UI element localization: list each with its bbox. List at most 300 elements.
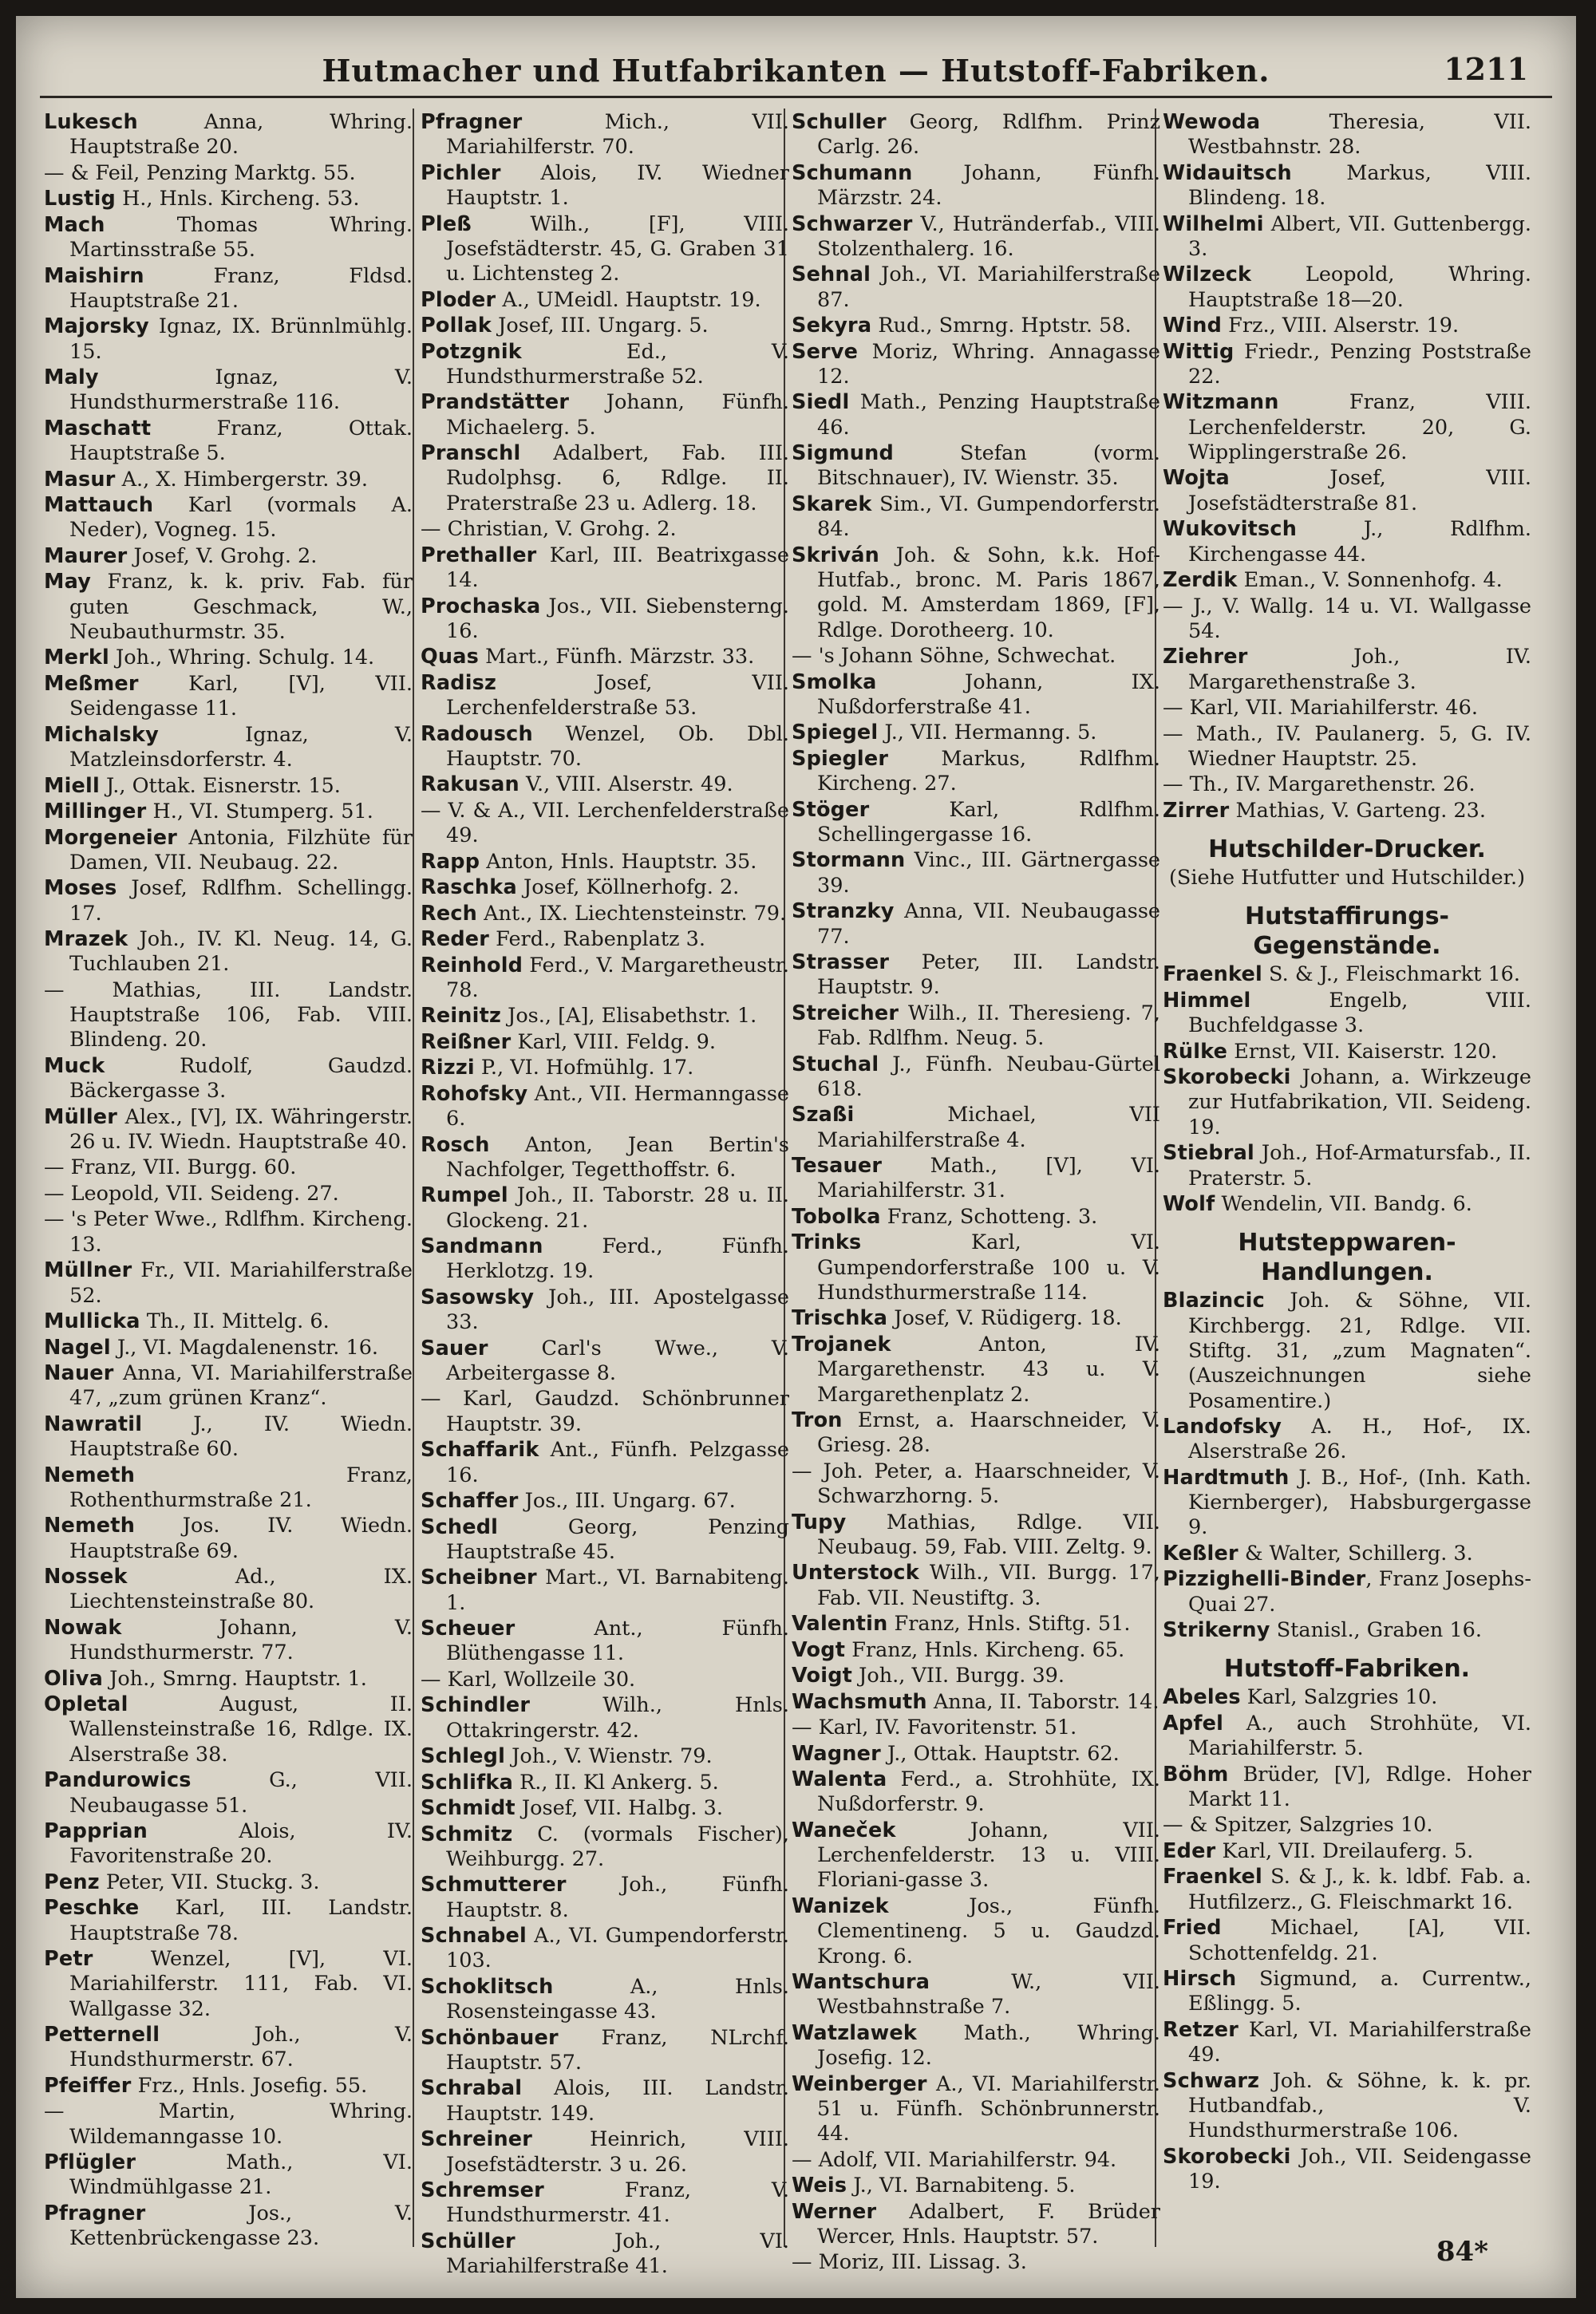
directory-entry	[421, 1515, 789, 1566]
entry-address: Carl's Wwe., V. Arbeitergasse 8.	[446, 1336, 789, 1385]
entry-name: Schindler	[421, 1693, 531, 1718]
directory-entry	[421, 671, 789, 721]
entry-name: Petr	[44, 1947, 93, 1972]
entry-address: Sigmund, a. Currentw., Eßlingg. 5.	[1188, 1967, 1531, 2016]
entry-address: Moriz, Whring. Annagasse 12.	[817, 339, 1160, 389]
directory-entry	[792, 1510, 1160, 1561]
directory-entry	[421, 1693, 789, 1743]
entry-address: — & Feil, Penzing Marktg. 55.	[44, 160, 356, 185]
entry-name: Tesauer	[792, 1154, 883, 1179]
entry-name: Waneček	[792, 1818, 896, 1842]
entry-address: Joh., IV. Kl. Neug. 14, G. Tuchlauben 21.	[69, 927, 413, 977]
entry-address: Josef, V. Rüdigerg. 18.	[887, 1306, 1122, 1331]
entry-address: Brüder, [V], Rdlge. Hoher Markt 11.	[1188, 1762, 1531, 1811]
entry-name: Wolf	[1163, 1192, 1215, 1217]
entry-address: Rud., Smrng. Hptstr. 58.	[871, 314, 1132, 338]
entry-name: Werner	[792, 2199, 877, 2224]
directory-entry	[792, 1052, 1160, 1103]
directory-entry	[1163, 1466, 1531, 1541]
entry-name: Schuller	[792, 110, 887, 134]
entry-address: A., X. Himbergerstr. 39.	[115, 467, 368, 492]
entry-name: Fried	[1163, 1916, 1222, 1941]
entry-name: Quas	[421, 645, 480, 669]
entry-name: Schedl	[421, 1514, 499, 1539]
directory-entry	[44, 1412, 413, 1463]
directory-entry	[1163, 2018, 1531, 2068]
entry-address: Josef, VII. Lerchenfelderstraße 53.	[446, 670, 789, 721]
entry-address: & Walter, Schillerg. 3.	[1238, 1541, 1473, 1566]
entry-name: Sasowsky	[421, 1285, 535, 1309]
entry-name: Reinitz	[421, 1004, 501, 1029]
entry-address: Anton, IV. Margarethenstr. 43 u. V. Margarethenplatz 2.	[817, 1332, 1160, 1407]
entry-address: A., VI. Mariahilferstr. 51 u. Fünfh. Schönbrunnerstr. 44.	[817, 2071, 1160, 2146]
entry-name: Schüller	[421, 2229, 516, 2253]
page-header	[16, 46, 1576, 94]
entry-address: Josef, Köllnerhofg. 2.	[516, 875, 740, 900]
directory-entry	[44, 2201, 413, 2252]
directory-entry	[421, 390, 789, 440]
entry-name: Peschke	[44, 1896, 140, 1921]
directory-entry	[44, 2150, 413, 2201]
entry-name: Rülke	[1163, 1039, 1228, 1064]
entry-address: Franz, k. k. priv. Fab. für guten Geschmack, W., Neubauthurmstr. 35.	[69, 570, 413, 644]
entry-address: Frz., Hnls. Josefig. 55.	[131, 2073, 368, 2098]
directory-entry	[1163, 1813, 1531, 1838]
entry-name: Reder	[421, 927, 490, 952]
directory-entry	[1163, 1618, 1531, 1643]
directory-entry	[421, 1873, 789, 1923]
directory-entry	[1163, 161, 1531, 211]
directory-entry	[1163, 962, 1531, 987]
entry-name: May	[44, 570, 92, 594]
entry-name: Stiebral	[1163, 1141, 1254, 1166]
directory-entry	[1163, 1065, 1531, 1140]
directory-entry	[421, 2178, 789, 2229]
entry-address: Adalbert, Fab. III. Rudolphsg. 6, Rdlge. II. Praterstraße 23 u. Adlerg. 18.	[446, 441, 789, 515]
entry-name: Fraenkel	[1163, 1865, 1262, 1890]
entry-name: Opletal	[44, 1692, 128, 1717]
entry-name: Mrazek	[44, 927, 128, 952]
directory-entry	[792, 1742, 1160, 1767]
entry-address: — Th., IV. Margarethenstr. 26.	[1163, 772, 1476, 797]
entry-name: Stuchal	[792, 1052, 879, 1076]
directory-entry	[421, 594, 789, 645]
directory-entry	[792, 1333, 1160, 1408]
directory-entry	[792, 441, 1160, 492]
entry-name: Wittig	[1163, 339, 1235, 364]
directory-entry	[421, 1056, 789, 1080]
directory-entry	[44, 110, 413, 160]
directory-entry	[421, 2026, 789, 2076]
directory-entry	[792, 1408, 1160, 1459]
entry-name: Schumann	[792, 160, 913, 185]
entry-address: Johann, Fünfh. Märzstr. 24.	[817, 160, 1160, 211]
directory-entry	[421, 1285, 789, 1336]
directory-entry	[1163, 1712, 1531, 1762]
directory-entry	[1163, 466, 1531, 516]
entry-address: Wilh., VII. Burgg. 17, Fab. VII. Neustiftg. 3.	[817, 1561, 1160, 1610]
directory-entry	[792, 1459, 1160, 1510]
entry-address: Karl, [V], VII. Seidengasse 11.	[69, 671, 413, 721]
entry-address: H., VI. Stumperg. 51.	[146, 800, 373, 824]
entry-name: Reinhold	[421, 953, 523, 977]
directory-entry	[1163, 2069, 1531, 2144]
entry-name: Millinger	[44, 800, 147, 824]
directory-entry	[421, 1030, 789, 1055]
directory-entry	[421, 543, 789, 594]
entry-address: Engelb, VIII. Buchfeldgasse 3.	[1188, 988, 1531, 1038]
entry-address: J. B., Hof-, (Inh. Kath. Kiernberger), Habsburgergasse 9.	[1188, 1465, 1531, 1540]
directory-entry	[792, 212, 1160, 263]
entry-address: — V. & A., VII. Lerchenfelderstraße 49.	[421, 798, 789, 848]
directory-entry	[421, 1387, 789, 1437]
entry-address: R., II. Kl Ankerg. 5.	[512, 1770, 719, 1795]
entry-address: Georg, Rdlfhm. Prinz Carlg. 26.	[817, 110, 1160, 160]
entry-address: J., Ottak. Hauptstr. 62.	[880, 1741, 1120, 1766]
entry-name: Hardtmuth	[1163, 1465, 1290, 1490]
entry-name: Skriván	[792, 543, 880, 567]
entry-name: Trinks	[792, 1230, 862, 1255]
directory-entry	[792, 670, 1160, 721]
directory-entry	[1163, 772, 1531, 797]
entry-address: Joh., III. Apostelgasse 33.	[446, 1285, 789, 1335]
directory-entry	[421, 441, 789, 516]
entry-name: Streicher	[792, 1001, 899, 1025]
entry-address: Johann, a. Wirkzeuge zur Hutfabrikation, VII. Seideng. 19.	[1188, 1065, 1531, 1139]
directory-entry	[44, 1870, 413, 1895]
directory-entry	[44, 876, 413, 926]
entry-address: Johann, IX. Nußdorferstraße 41.	[817, 669, 1160, 719]
entry-address: Ferd., a. Strohhüte, IX. Nußdorferstr. 9.	[817, 1767, 1160, 1817]
directory-entry	[792, 1306, 1160, 1331]
entry-address: — Moriz, III. Lissag. 3.	[792, 2250, 1027, 2275]
entry-name: Pfeiffer	[44, 2073, 132, 2098]
entry-address: Mathias, Rdlge. VII. Neubaug. 59, Fab. VIII. Zeltg. 9.	[817, 1510, 1160, 1559]
directory-entry	[792, 1716, 1160, 1740]
entry-address: Alois, III. Landstr. Hauptstr. 149.	[446, 2076, 789, 2126]
signature-mark: 84*	[1436, 2236, 1488, 2268]
entry-address: Anton, Jean Bertin's Nachfolger, Tegetthoffstr. 6.	[446, 1132, 789, 1182]
entry-address: Karl, VII. Dreilauferg. 5.	[1215, 1838, 1474, 1863]
entry-name: Tron	[792, 1408, 843, 1433]
entry-name: Stöger	[792, 797, 870, 822]
directory-entry	[792, 798, 1160, 848]
directory-entry	[44, 1463, 413, 1514]
directory-entry	[421, 1183, 789, 1234]
directory-entry	[792, 543, 1160, 643]
entry-name: Skorobecki	[1163, 2144, 1291, 2169]
entry-address: — Karl, Wollzeile 30.	[421, 1667, 636, 1692]
directory-entry	[421, 1668, 789, 1692]
entry-address: Franz, Hnls. Stiftg. 51.	[887, 1612, 1131, 1637]
entry-name: Wachsmuth	[792, 1689, 927, 1714]
directory-entry	[792, 2200, 1160, 2250]
entry-address: Michael, [A], VII. Schottenfeldg. 21.	[1188, 1916, 1531, 1965]
entry-address: Mich., VII. Mariahilferstr. 70.	[446, 110, 789, 160]
directory-entry	[421, 1796, 789, 1821]
entry-name: Schlifka	[421, 1770, 513, 1795]
entry-address: Wilh., [F], VIII. Josefstädterstr. 45, G. Graben 31 u. Lichtensteg 2.	[446, 211, 789, 286]
entry-address: Math., [V], VI. Mariahilferstr. 31.	[817, 1154, 1160, 1203]
entry-address: Franz, V. Hundsthurmerstr. 41.	[446, 2178, 789, 2228]
entry-address: Karl, Rdlfhm. Schellingergasse 16.	[817, 797, 1160, 847]
directory-entry	[792, 2148, 1160, 2173]
entry-address: Ferd., V. Margaretheustr. 78.	[446, 953, 789, 1002]
directory-entry	[44, 723, 413, 773]
entry-address: Adalbert, F. Brüder Wercer, Hnls. Hauptstr. 57.	[817, 2199, 1160, 2249]
entry-address: Fr., VII. Mariahilferstraße 52.	[69, 1258, 413, 1308]
entry-address: Thomas Whring. Martinsstraße 55.	[69, 212, 413, 263]
entry-address: Ed., V. Hundsthurmerstraße 52.	[446, 339, 789, 389]
entry-address: — 's Johann Söhne, Schwechat.	[792, 644, 1116, 669]
directory-entry	[1163, 2145, 1531, 2195]
entry-name: Wanizek	[792, 1893, 889, 1918]
directory-entry	[792, 2072, 1160, 2147]
directory-entry	[1163, 1542, 1531, 1566]
directory-entry	[421, 212, 789, 287]
entry-name: Pollak	[421, 314, 492, 338]
entry-name: Oliva	[44, 1666, 103, 1691]
directory-entry	[1163, 263, 1531, 313]
directory-entry	[44, 314, 413, 365]
entry-name: Nowak	[44, 1615, 122, 1640]
directory-entry	[792, 1818, 1160, 1893]
entry-name: Sehnal	[792, 263, 871, 287]
entry-address: Johann, V. Hundsthurmerstr. 77.	[69, 1615, 413, 1665]
entry-name: Sandmann	[421, 1234, 543, 1259]
directory-entry	[44, 1207, 413, 1258]
entry-name: Schwarz	[1163, 2068, 1260, 2093]
directory-entry	[792, 1205, 1160, 1230]
entry-address: Georg, Penzing Hauptstraße 45.	[446, 1514, 789, 1564]
entry-name: Zerdik	[1163, 568, 1238, 593]
entry-address: Joh., Whring. Schulg. 14.	[109, 646, 375, 670]
entry-address: Eman., V. Sonnenhofg. 4.	[1237, 568, 1503, 593]
directory-entry	[421, 2229, 789, 2280]
entry-address: Karl, VI. Mariahilferstraße 49.	[1188, 2017, 1531, 2067]
directory-entry	[421, 1004, 789, 1029]
entry-name: Rumpel	[421, 1183, 508, 1208]
entry-name: Pfragner	[44, 2201, 146, 2225]
entry-address: Alois, IV. Wiedner Hauptstr. 1.	[446, 160, 789, 211]
entry-name: Radisz	[421, 670, 497, 695]
directory-entry	[44, 264, 413, 314]
directory-entry	[792, 1638, 1160, 1663]
directory-entry	[44, 1258, 413, 1309]
entry-name: Sekyra	[792, 314, 872, 338]
directory-entry	[421, 1337, 789, 1387]
directory-entry	[1163, 1865, 1531, 1915]
directory-entry	[44, 978, 413, 1053]
directory-entry	[44, 161, 413, 186]
entry-name: Radousch	[421, 721, 533, 746]
entry-address: A., auch Strohhüte, VI. Mariahilferstr. 5.	[1188, 1711, 1531, 1761]
entry-address: Joh., V. Hundsthurmerstr. 67.	[69, 2023, 413, 2072]
entry-name: Sigmund	[792, 441, 894, 466]
directory-entry	[792, 1001, 1160, 1052]
entry-name: Majorsky	[44, 314, 149, 339]
entry-address: Math., Whring. Josefig. 12.	[817, 2020, 1160, 2071]
entry-name: Weinberger	[792, 2071, 927, 2096]
entry-name: Rakusan	[421, 772, 519, 797]
column-4	[1163, 110, 1531, 2195]
entry-name: Skorobecki	[1163, 1065, 1291, 1090]
directory-entry	[421, 161, 789, 211]
entry-address: Ignaz, IX. Brünnlmühlg. 15.	[69, 314, 413, 364]
entry-address: — 's Peter Wwe., Rdlfhm. Kircheng. 13.	[44, 1207, 413, 1257]
entry-address: Th., II. Mittelg. 6.	[140, 1309, 330, 1334]
entry-address: — J., V. Wallg. 14 u. VI. Wallgasse 54.	[1163, 594, 1531, 643]
directory-entry	[44, 826, 413, 876]
entry-name: Mullicka	[44, 1309, 140, 1334]
directory-entry	[792, 340, 1160, 390]
entry-address: Johann, Fünfh. Michaelerg. 5.	[446, 390, 789, 440]
entry-name: Mach	[44, 212, 105, 237]
directory-entry	[421, 1133, 789, 1183]
entry-name: Schmutterer	[421, 1873, 567, 1897]
entry-address: Joh., Fünfh. Hauptstr. 8.	[446, 1873, 789, 1922]
entry-name: Serve	[792, 339, 859, 364]
page-title: Hutmacher und Hutfabrikanten — Hutstoff-Fabriken.	[322, 52, 1270, 89]
entry-name: Lustig	[44, 187, 116, 211]
entry-address: Wilh., Hnls. Ottakringerstr. 42.	[446, 1693, 789, 1743]
entry-address: Franz, Schotteng. 3.	[880, 1204, 1098, 1229]
entry-name: Pichler	[421, 160, 501, 185]
entry-name: Wind	[1163, 314, 1223, 338]
entry-address: Vinc., III. Gärtnergasse 39.	[817, 848, 1160, 898]
directory-entry	[1163, 1141, 1531, 1191]
directory-entry	[421, 1566, 789, 1616]
directory-entry	[44, 672, 413, 722]
entry-address: A., Hnls. Rosensteingasse 43.	[446, 1974, 789, 2024]
entry-name: Muck	[44, 1053, 105, 1078]
directory-entry	[44, 2074, 413, 2099]
entry-address: Joh., VII. Seidengasse 19.	[1188, 2144, 1531, 2194]
directory-entry	[1163, 110, 1531, 160]
entry-address: — Math., IV. Paulanerg. 5, G. IV. Wiedner Hauptstr. 25.	[1163, 721, 1531, 771]
entry-address: Ignaz, V. Matzleinsdorferstr. 4.	[69, 722, 413, 772]
entry-address: Rudolf, Gaudzd. Bäckergasse 3.	[69, 1053, 413, 1104]
entry-name: Prethaller	[421, 543, 537, 567]
entry-address: Ignaz, V. Hundsthurmerstraße 116.	[69, 365, 413, 415]
entry-address: Anna, VI. Mariahilferstraße 47, „zum grünen Kranz“.	[69, 1360, 413, 1411]
entry-address: Ernst, VII. Kaiserstr. 120.	[1227, 1039, 1498, 1064]
entry-address: V., VIII. Alserstr. 49.	[519, 772, 733, 797]
entry-address: S. & J., Fleischmarkt 16.	[1262, 962, 1520, 987]
entry-address: Alex., [V], IX. Währingerstr. 26 u. IV. Wiedn. Hauptstraße 40.	[69, 1104, 413, 1154]
directory-entry	[44, 213, 413, 263]
entry-name: Meßmer	[44, 671, 139, 696]
entry-name: Pleß	[421, 211, 472, 236]
directory-entry	[792, 950, 1160, 1001]
entry-name: Nemeth	[44, 1463, 136, 1487]
directory-entry	[421, 1924, 789, 1974]
entry-address: Mart., Fünfh. Märzstr. 33.	[479, 645, 755, 669]
entry-address: J., VII. Hermanng. 5.	[878, 721, 1097, 745]
entry-name: Watzlawek	[792, 2020, 918, 2045]
entry-address: Johann, VII. Lerchenfelderstr. 13 u. VIII. Floriani-gasse 3.	[817, 1818, 1160, 1893]
entry-name: Nawratil	[44, 1412, 143, 1436]
entry-address: Karl, VIII. Feldg. 9.	[511, 1029, 716, 1054]
directory-entry	[1163, 1839, 1531, 1864]
directory-entry	[792, 110, 1160, 160]
directory-entry	[44, 1309, 413, 1334]
entry-name: Fraenkel	[1163, 962, 1262, 987]
entry-name: Widauitsch	[1163, 160, 1292, 185]
entry-name: Pandurowics	[44, 1768, 192, 1793]
entry-address: J., IV. Wiedn. Hauptstraße 60.	[69, 1412, 413, 1462]
directory-entry	[792, 2021, 1160, 2071]
directory-entry	[44, 1182, 413, 1206]
directory-entry	[792, 1690, 1160, 1715]
directory-entry	[421, 927, 789, 952]
entry-name: Schrabal	[421, 2076, 523, 2101]
entry-address: Karl, III. Beatrixgasse 14.	[446, 543, 789, 593]
entry-address: Ant., VII. Hermanngasse 6.	[446, 1081, 789, 1131]
entry-address: Heinrich, VIII. Josefstädterstr. 3 u. 26.	[446, 2127, 789, 2177]
entry-name: Schmitz	[421, 1822, 513, 1846]
directory-entry	[792, 263, 1160, 313]
entry-address: — & Spitzer, Salzgries 10.	[1163, 1813, 1433, 1838]
directory-entry	[44, 2099, 413, 2150]
directory-entry	[421, 1822, 789, 1873]
entry-address: Michael, VII Mariahilferstraße 4.	[817, 1103, 1160, 1152]
entry-name: Vogt	[792, 1637, 846, 1662]
directory-entry	[1163, 1763, 1531, 1813]
entry-name: Szaßi	[792, 1103, 855, 1127]
directory-entry	[421, 954, 789, 1004]
entry-name: Schwarzer	[792, 211, 913, 236]
entry-address: Mathias, V. Garteng. 23.	[1229, 798, 1486, 823]
entry-name: Pflügler	[44, 2150, 136, 2175]
entry-address: V., Hutränderfab., VIII. Stolzenthalerg. 16.	[817, 211, 1160, 261]
entry-name: Scheuer	[421, 1617, 516, 1641]
directory-entry	[792, 492, 1160, 543]
directory-entry	[792, 1561, 1160, 1611]
directory-entry	[421, 902, 789, 926]
entry-address: Franz, VIII. Lerchenfelderstr. 20, G. Wipplingerstraße 26.	[1188, 390, 1531, 464]
entry-name: Potzgnik	[421, 339, 522, 364]
entry-name: Nossek	[44, 1565, 128, 1589]
entry-name: Wilzeck	[1163, 263, 1252, 287]
entry-name: Rech	[421, 901, 477, 926]
entry-address: A., UMeidl. Hauptstr. 19.	[496, 287, 761, 312]
directory-entry	[792, 1612, 1160, 1637]
entry-address: Franz, Fldsd. Hauptstraße 21.	[69, 263, 413, 313]
directory-entry	[44, 646, 413, 670]
column-3	[792, 110, 1160, 2276]
entry-name: Maurer	[44, 543, 128, 568]
directory-entry	[44, 1667, 413, 1692]
directory-entry	[44, 544, 413, 569]
entry-address: — Karl, VII. Mariahilferstr. 46.	[1163, 696, 1478, 721]
entry-name: Wewoda	[1163, 110, 1261, 134]
directory-entry	[421, 2127, 789, 2178]
directory-entry	[421, 288, 789, 313]
entry-address: Karl (vormals A. Neder), Vogneg. 15.	[69, 493, 413, 543]
entry-address: Stanisl., Graben 16.	[1270, 1618, 1483, 1643]
directory-entry	[1163, 1415, 1531, 1465]
entry-address: — Joh. Peter, a. Haarschneider, V. Schwarzhorng. 5.	[792, 1459, 1160, 1509]
entry-address: Theresia, VII. Westbahnstr. 28.	[1188, 110, 1531, 160]
directory-entry	[421, 110, 789, 160]
entry-name: Valentin	[792, 1612, 888, 1637]
entry-name: Smolka	[792, 669, 877, 694]
entry-address: Karl, III. Landstr. Hauptstraße 78.	[69, 1896, 413, 1945]
directory-entry	[421, 722, 789, 772]
directory-entry	[421, 875, 789, 900]
directory-entry	[44, 1768, 413, 1818]
